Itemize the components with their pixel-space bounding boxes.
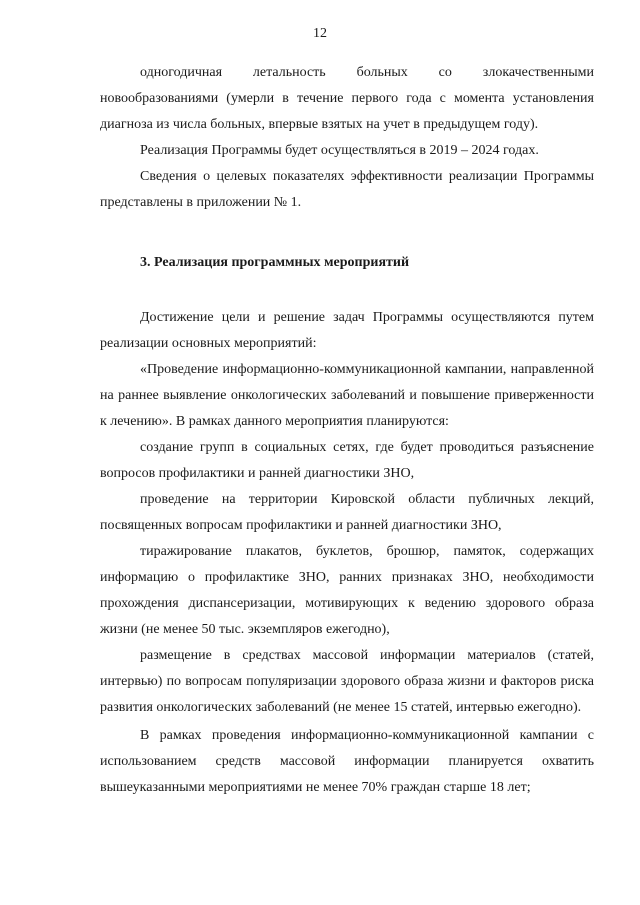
paragraph-lethality: одногодичная летальность больных со злокачественными новообразованиями (умерли в течение первого года с момента установления диагноза из числа больных, впервые взятых на учет в предыдущем году). xyxy=(100,65,594,132)
paragraph-coverage: В рамках проведения информационно-коммуникационной кампании с использованием средств массовой информации планируется охватить вышеуказанными мероприятиями не менее 70% граждан старше 18 лет; xyxy=(100,728,594,795)
document-body xyxy=(100,60,594,801)
paragraph-printed-materials: тиражирование плакатов, буклетов, брошюр, памяток, содержащих информацию о профилактике ЗНО, ранних признаках ЗНО, необходимости прохождения диспансеризации, мотивирующих к ведению здорового образа жизни (не менее 50 тыс. экземпляров ежегодно), xyxy=(100,544,594,637)
section-heading: 3. Реализация программных мероприятий xyxy=(140,255,410,270)
paragraph-campaign: «Проведение информационно-коммуникационной кампании, направленной на раннее выявление онкологических заболеваний и повышение приверженности к лечению». В рамках данного мероприятия планируются: xyxy=(100,362,594,429)
paragraph-program-period: Реализация Программы будет осуществляться в 2019 – 2024 годах. xyxy=(140,143,539,158)
paragraph-public-lectures: проведение на территории Кировской области публичных лекций, посвященных вопросам профилактики и ранней диагностики ЗНО, xyxy=(100,492,594,533)
paragraph-social-groups: создание групп в социальных сетях, где будет проводиться разъяснение вопросов профилактики и ранней диагностики ЗНО, xyxy=(100,440,594,481)
paragraph-goal-achievement: Достижение цели и решение задач Программы осуществляются путем реализации основных мероприятий: xyxy=(100,310,594,351)
paragraph-media-placement: размещение в средствах массовой информации материалов (статей, интервью) по вопросам популяризации здорового образа жизни и факторов риска развития онкологических заболеваний (не менее 15 статей, интервью ежегодно). xyxy=(100,648,594,715)
page-number: 12 xyxy=(313,26,327,41)
paragraph-target-indicators: Сведения о целевых показателях эффективности реализации Программы представлены в приложении № 1. xyxy=(100,169,594,210)
